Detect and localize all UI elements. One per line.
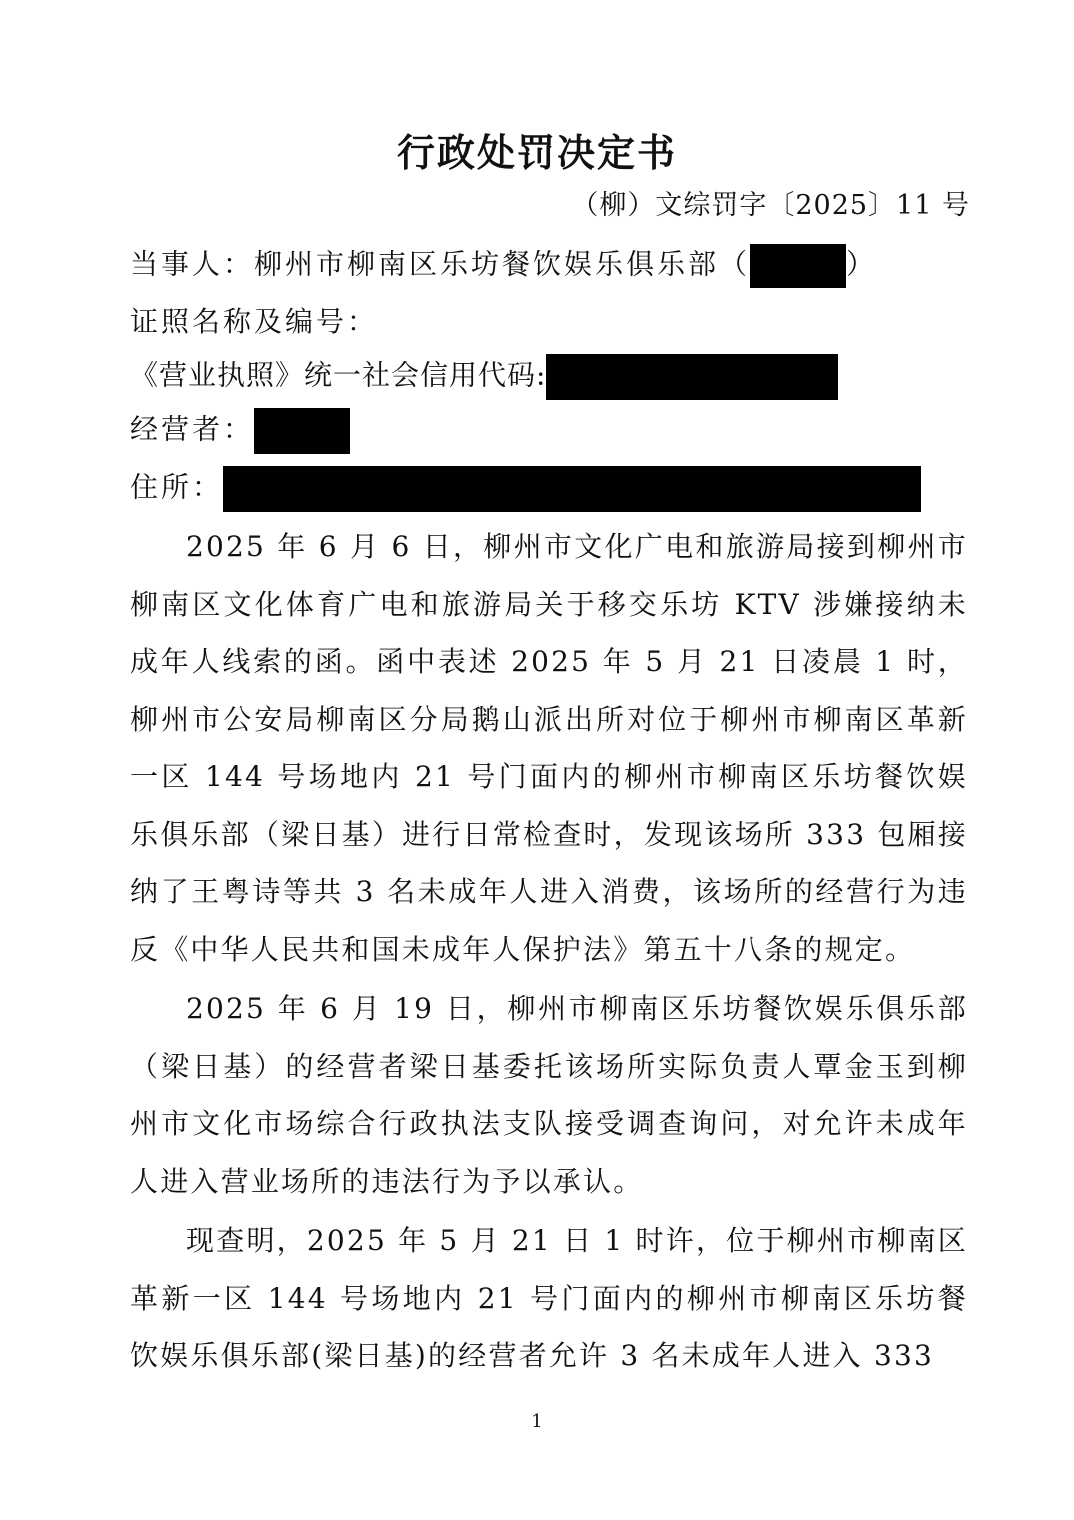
license-label: 证照名称及编号： [130,305,379,338]
redaction-box [750,244,846,288]
license-line [130,302,378,342]
operator-label: 经营者： [130,412,255,446]
redaction-box [223,466,921,512]
document-title: 行政处罚决定书 [396,130,677,175]
party-label: 当事人：柳州市柳南区乐坊餐饮娱乐俱乐部（ [130,247,751,281]
paragraph: 2025 年 6 月 19 日，柳州市柳南区乐坊餐饮娱乐俱乐部（梁日基）的经营者梁日基委托该场所实际负责人覃金玉到柳州市文化市场综合行政执法支队接受调查询问，对允许未成年人进入营业场所的违法行为予以承认。 [130,992,968,1198]
paragraph: 2025 年 6 月 6 日，柳州市文化广电和旅游局接到柳州市柳南区文化体育广电和旅游局关于移交乐坊 KTV 涉嫌接纳未成年人线索的函。函中表述 2025 年 5 月 21 日凌晨 1 时，柳州市公安局柳南区分局鹅山派出所对位于柳州市柳南区革新一区 144 号场地内 21 号门面内的柳州市柳南区乐坊餐饮娱乐俱乐部（梁日基）进行日常检查时，发现该场所 333 包厢接纳了王粤诗等共 3 名未成年人进入消费，该场所的经营行为违反《中华人民共和国未成年人保护法》第五十八条的规定。 [130,530,968,966]
document-body [130,518,968,1385]
page-number: 1 [531,1411,543,1432]
party-line [130,244,877,288]
credit-code-line [130,354,838,400]
address-label: 住所： [130,470,224,504]
document-number: （柳）文综罚字〔2025〕11 号 [571,190,970,221]
operator-line [130,408,350,454]
paragraph: 现查明，2025 年 5 月 21 日 1 时许，位于柳州市柳南区革新一区 144 号场地内 21 号门面内的柳州市柳南区乐坊餐饮娱乐俱乐部(梁日基)的经营者允许 3 名未成年人进入 333 [130,1224,968,1372]
credit-code-label: 《营业执照》统一社会信用代码: [130,358,547,392]
redaction-box [546,354,838,400]
redaction-box [254,408,350,454]
address-line [130,466,921,512]
party-close: ） [846,247,878,281]
